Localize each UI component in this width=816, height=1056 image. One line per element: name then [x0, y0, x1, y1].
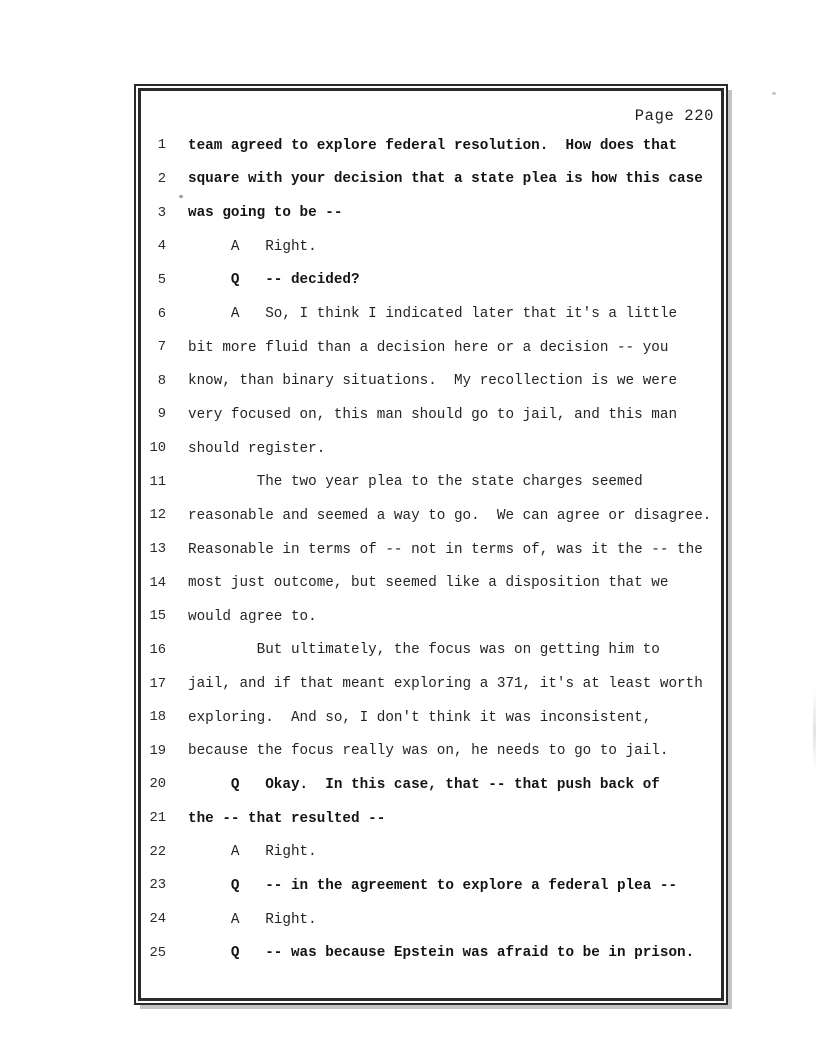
transcript-line	[141, 331, 721, 365]
transcript-line	[141, 398, 721, 432]
scan-speck	[772, 92, 776, 95]
line-text: jail, and if that meant exploring a 371, it's at least worth	[188, 676, 703, 693]
transcript-line	[141, 499, 721, 533]
line-number: 3	[157, 205, 166, 221]
line-number: 1	[157, 138, 166, 154]
line-number: 6	[157, 306, 166, 322]
transcript-line	[141, 634, 721, 668]
transcript-line	[141, 196, 721, 230]
line-text: Q Okay. In this case, that -- that push back of	[188, 776, 660, 793]
line-number: 12	[149, 508, 166, 524]
transcript-line	[141, 768, 721, 802]
line-number: 17	[149, 676, 166, 692]
line-text: A Right.	[188, 238, 317, 255]
line-text: Q -- decided?	[188, 272, 360, 289]
line-text: know, than binary situations. My recollection is we were	[188, 373, 678, 390]
transcript-line	[141, 600, 721, 634]
line-text: But ultimately, the focus was on getting him to	[188, 642, 660, 659]
line-number: 7	[157, 340, 166, 356]
line-text: would agree to.	[188, 608, 317, 625]
transcript-line	[141, 297, 721, 331]
line-text: was going to be --	[188, 205, 343, 222]
line-number: 21	[149, 811, 166, 827]
line-number: 19	[149, 743, 166, 759]
transcript-line	[141, 903, 721, 937]
line-text: Reasonable in terms of -- not in terms of, was it the -- the	[188, 541, 703, 558]
transcript-line	[141, 701, 721, 735]
line-number: 9	[157, 407, 166, 423]
line-text: A Right.	[188, 911, 317, 928]
line-text: team agreed to explore federal resolution. How does that	[188, 137, 678, 154]
line-text: Q -- was because Epstein was afraid to be in prison.	[188, 945, 695, 962]
line-text: most just outcome, but seemed like a disposition that we	[188, 575, 669, 592]
line-text: very focused on, this man should go to jail, and this man	[188, 406, 678, 423]
line-number: 18	[149, 710, 166, 726]
line-text: reasonable and seemed a way to go. We can agree or disagree.	[188, 507, 712, 524]
transcript-line	[141, 364, 721, 398]
line-number: 11	[149, 474, 166, 490]
transcript-page-frame	[134, 84, 728, 1005]
line-number: 14	[149, 575, 166, 591]
transcript-line	[141, 163, 721, 197]
transcript-line	[141, 465, 721, 499]
line-number: 16	[149, 642, 166, 658]
line-number: 13	[149, 542, 166, 557]
line-number: 23	[149, 878, 166, 894]
transcript-line	[141, 432, 721, 466]
transcript-line	[141, 735, 721, 769]
line-number: 22	[149, 844, 166, 860]
transcript-line	[141, 533, 721, 567]
line-text: The two year plea to the state charges seemed	[188, 474, 643, 491]
scan-speck	[179, 195, 183, 198]
line-number: 15	[149, 609, 166, 625]
transcript-line	[141, 667, 721, 701]
transcript-line	[141, 835, 721, 869]
line-text: bit more fluid than a decision here or a decision -- you	[188, 339, 669, 356]
line-number: 24	[149, 912, 166, 928]
line-number: 8	[157, 373, 166, 389]
transcript-line	[141, 230, 721, 264]
line-text: the -- that resulted --	[188, 810, 386, 827]
line-number: 4	[157, 239, 166, 255]
transcript-line	[141, 936, 721, 970]
page-number-header: Page 220	[634, 107, 714, 125]
line-number: 5	[157, 272, 166, 288]
transcript-line	[141, 802, 721, 836]
line-number: 25	[149, 945, 166, 961]
transcript-line	[141, 566, 721, 600]
line-text: square with your decision that a state plea is how this case	[188, 171, 703, 188]
line-text: exploring. And so, I don't think it was inconsistent,	[188, 709, 652, 726]
transcript-lines	[141, 91, 721, 970]
transcript-line	[141, 129, 721, 163]
line-text: A So, I think I indicated later that it's a little	[188, 306, 678, 323]
line-number: 20	[149, 777, 166, 793]
line-text: should register.	[188, 440, 326, 457]
transcript-line	[141, 264, 721, 298]
line-number: 10	[149, 441, 166, 457]
line-text: A Right.	[188, 844, 317, 861]
line-number: 2	[157, 171, 166, 187]
transcript-line	[141, 869, 721, 903]
line-text: because the focus really was on, he needs to go to jail.	[188, 743, 669, 760]
line-text: Q -- in the agreement to explore a federal plea --	[188, 877, 678, 894]
